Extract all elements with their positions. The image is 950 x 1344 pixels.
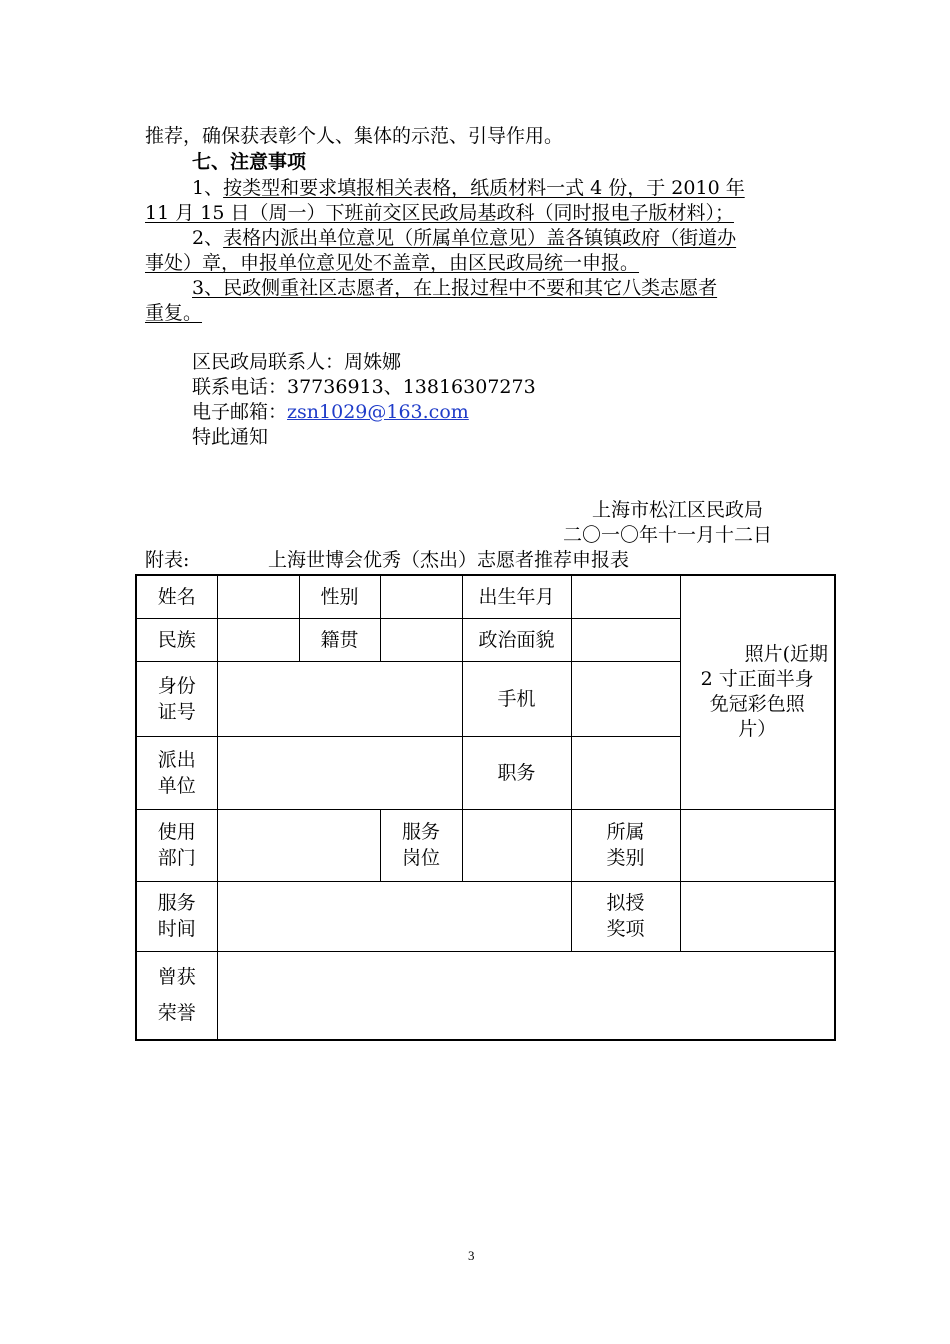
- photo-caption-3: 免冠彩色照: [709, 693, 805, 716]
- label-political-status: 政治面貌: [462, 618, 571, 661]
- label-time-line-2: 时间: [157, 918, 196, 940]
- section-heading: 七、注意事项: [192, 151, 307, 173]
- photo-caption-2: 2 寸正面半身: [700, 668, 814, 691]
- label-unit-line-1: 派出: [157, 748, 196, 771]
- contact-person: 区民政局联系人：周姝娜: [192, 351, 402, 373]
- attachment-label: 附表:: [145, 549, 190, 571]
- label-id-line-1: 身份: [157, 674, 196, 697]
- label-id-number: [136, 661, 217, 736]
- field-proposed-award[interactable]: [680, 881, 835, 951]
- field-position[interactable]: [571, 736, 680, 809]
- note-1-text: 按类型和要求填报相关表格，纸质材料一式 4 份，于 2010 年: [223, 177, 745, 199]
- label-time-line-1: 服务: [157, 892, 196, 914]
- label-category: [571, 809, 680, 881]
- note-2-line-1: [192, 226, 736, 250]
- label-service-time: [136, 881, 217, 951]
- email-link[interactable]: zsn1029@163.com: [287, 401, 469, 423]
- note-1-line-1: [192, 176, 745, 200]
- label-id-line-2: 证号: [157, 700, 196, 723]
- attachment-title: 上海世博会优秀（杰出）志愿者推荐申报表: [268, 549, 630, 571]
- note-2-text: 表格内派出单位意见（所属单位意见）盖各镇镇政府（街道办: [223, 227, 737, 249]
- label-mobile: 手机: [462, 661, 571, 736]
- note-2-prefix: 2、: [192, 227, 224, 249]
- label-honor-line-2: 荣誉: [157, 1002, 196, 1025]
- label-dept-line-1: 使用: [157, 821, 196, 843]
- label-award-line-1: 拟授: [606, 892, 645, 914]
- label-birth: 出生年月: [462, 575, 571, 618]
- note-2-line-2: 事处）章，申报单位意见处不盖章，由区民政局统一申报。: [145, 252, 640, 274]
- field-native-place[interactable]: [380, 618, 462, 661]
- field-mobile[interactable]: [571, 661, 680, 736]
- label-proposed-award: [571, 881, 680, 951]
- label-service-post: [380, 809, 462, 881]
- field-department[interactable]: [217, 809, 380, 881]
- note-1-prefix: 1、: [192, 177, 224, 199]
- page-number: 3: [468, 1248, 475, 1263]
- label-ethnicity: 民族: [136, 618, 217, 661]
- body-paragraph-line: 推荐，确保获表彰个人、集体的示范、引导作用。: [145, 125, 564, 147]
- email-label: 电子邮箱：: [192, 401, 288, 423]
- label-dispatch-unit: [136, 736, 217, 809]
- label-award-line-2: 奖项: [606, 918, 645, 940]
- note-1-line-2: 11 月 15 日（周一）下班前交区民政局基政科（同时报电子版材料）；: [145, 202, 734, 224]
- field-service-time[interactable]: [217, 881, 571, 951]
- label-dept-line-2: 部门: [157, 847, 196, 869]
- contact-phone: 联系电话：37736913、13816307273: [192, 376, 536, 398]
- field-ethnicity[interactable]: [217, 618, 299, 661]
- label-gender: 性别: [299, 575, 380, 618]
- label-post-line-1: 服务: [401, 821, 440, 843]
- field-birth[interactable]: [571, 575, 680, 618]
- application-form-table: [135, 574, 836, 1041]
- signature-org: 上海市松江区民政局: [592, 499, 764, 521]
- field-honors[interactable]: [217, 951, 835, 1040]
- photo-cell[interactable]: [680, 575, 835, 809]
- field-name[interactable]: [217, 575, 299, 618]
- label-department: [136, 809, 217, 881]
- field-dispatch-unit[interactable]: [217, 736, 462, 809]
- label-position: 职务: [462, 736, 571, 809]
- photo-caption-4: 片）: [738, 718, 777, 741]
- note-3-line-1: 3、民政侧重社区志愿者，在上报过程中不要和其它八类志愿者: [192, 277, 718, 299]
- label-post-line-2: 岗位: [401, 847, 440, 869]
- note-3-line-2: 重复。: [145, 302, 203, 324]
- label-name: 姓名: [136, 575, 217, 618]
- field-id-number[interactable]: [217, 661, 462, 736]
- label-honors: [136, 951, 217, 1040]
- field-category[interactable]: [680, 809, 835, 881]
- label-native-place: 籍贯: [299, 618, 380, 661]
- label-cat-line-1: 所属: [606, 821, 645, 843]
- signature-date: 二〇一〇年十一月十二日: [563, 524, 773, 546]
- label-honor-line-1: 曾获: [157, 966, 196, 989]
- label-cat-line-2: 类别: [606, 847, 645, 869]
- closing-text: 特此通知: [192, 426, 269, 448]
- field-service-post[interactable]: [462, 809, 571, 881]
- field-political-status[interactable]: [571, 618, 680, 661]
- field-gender[interactable]: [380, 575, 462, 618]
- label-unit-line-2: 单位: [157, 774, 196, 797]
- photo-caption-1: 照片(近期: [744, 643, 828, 666]
- contact-email-row: [192, 400, 469, 424]
